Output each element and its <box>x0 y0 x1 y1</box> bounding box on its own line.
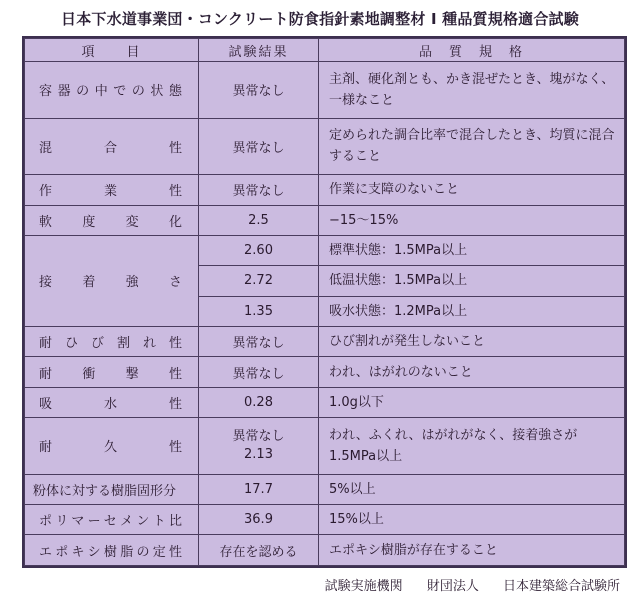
row-result: 異常なし <box>199 357 319 387</box>
row-spec: ひび割れが発生しないこと <box>319 327 625 357</box>
row-result: 2.72 <box>199 266 319 296</box>
row-item-label: 耐久性 <box>25 418 199 475</box>
row-spec: 15%以上 <box>319 505 625 535</box>
row-item-label: 軟度変化 <box>25 205 199 235</box>
row-item-label: 接着強さ <box>25 235 199 326</box>
table-row <box>25 62 625 119</box>
row-result: 0.28 <box>199 387 319 417</box>
row-item-label: エポキシ樹脂の定性 <box>25 535 199 566</box>
table-row <box>25 474 625 504</box>
footer-testing-organization <box>0 575 620 594</box>
row-result: 異常なし <box>199 62 319 119</box>
row-spec: 低温状態：1.5MPa以上 <box>319 266 625 296</box>
row-spec: 主剤、硬化剤とも、かき混ぜたとき、塊がなく、一様なこと <box>319 62 625 119</box>
row-result: 異常なし <box>199 327 319 357</box>
row-result: 36.9 <box>199 505 319 535</box>
footer-org-type: 財団法人 <box>426 579 479 594</box>
row-spec: 作業に支障のないこと <box>319 175 625 205</box>
header-spec: 品 質 規 格 <box>319 39 625 62</box>
row-item-label: 耐衝撃性 <box>25 357 199 387</box>
table-row <box>25 535 625 566</box>
row-result-line2: 2.13 <box>244 446 273 462</box>
table-row <box>25 357 625 387</box>
row-spec: 標準状態：1.5MPa以上 <box>319 235 625 265</box>
footer-org-name: 日本建築総合試験所 <box>502 579 620 594</box>
row-spec: われ、はがれのないこと <box>319 357 625 387</box>
row-item-label: 粉体に対する樹脂固形分 <box>25 474 199 504</box>
row-spec: 1.0g以下 <box>319 387 625 417</box>
row-result: 異常なし <box>199 175 319 205</box>
document-title: 日本下水道事業団・コンクリート防食指針素地調整材 I 種品質規格適合試験 <box>61 10 579 28</box>
test-results-table <box>22 36 627 568</box>
row-spec: 定められた調合比率で混合したとき、均質に混合すること <box>319 118 625 175</box>
row-item-label: 容器の中での状態 <box>25 62 199 119</box>
table-header-row <box>25 39 625 62</box>
row-spec: −15〜15% <box>319 205 625 235</box>
row-result: 17.7 <box>199 474 319 504</box>
table-row <box>25 418 625 475</box>
row-spec: エポキシ樹脂が存在すること <box>319 535 625 566</box>
row-result-line1: 異常なし <box>232 428 285 444</box>
row-result: 1.35 <box>199 296 319 326</box>
row-result: 2.5 <box>199 205 319 235</box>
row-item-label: 混合性 <box>25 118 199 175</box>
row-spec: われ、ふくれ、はがれがなく、接着強さが1.5MPa以上 <box>319 418 625 475</box>
table-row <box>25 327 625 357</box>
table-row <box>25 205 625 235</box>
row-result <box>199 418 319 475</box>
row-result: 異常なし <box>199 118 319 175</box>
row-item-label: 作業性 <box>25 175 199 205</box>
row-result: 2.60 <box>199 235 319 265</box>
table-row <box>25 118 625 175</box>
row-item-label: 耐ひび割れ性 <box>25 327 199 357</box>
table-row <box>25 235 625 265</box>
header-item: 項 目 <box>25 39 199 62</box>
footer-label: 試験実施機関 <box>324 579 403 594</box>
table-row <box>25 505 625 535</box>
row-spec: 5%以上 <box>319 474 625 504</box>
table-row <box>25 387 625 417</box>
row-item-label: 吸水性 <box>25 387 199 417</box>
header-result: 試験結果 <box>199 39 319 62</box>
row-item-label: ポリマーセメント比 <box>25 505 199 535</box>
row-spec: 吸水状態：1.2MPa以上 <box>319 296 625 326</box>
table-row <box>25 175 625 205</box>
row-result: 存在を認める <box>199 535 319 566</box>
